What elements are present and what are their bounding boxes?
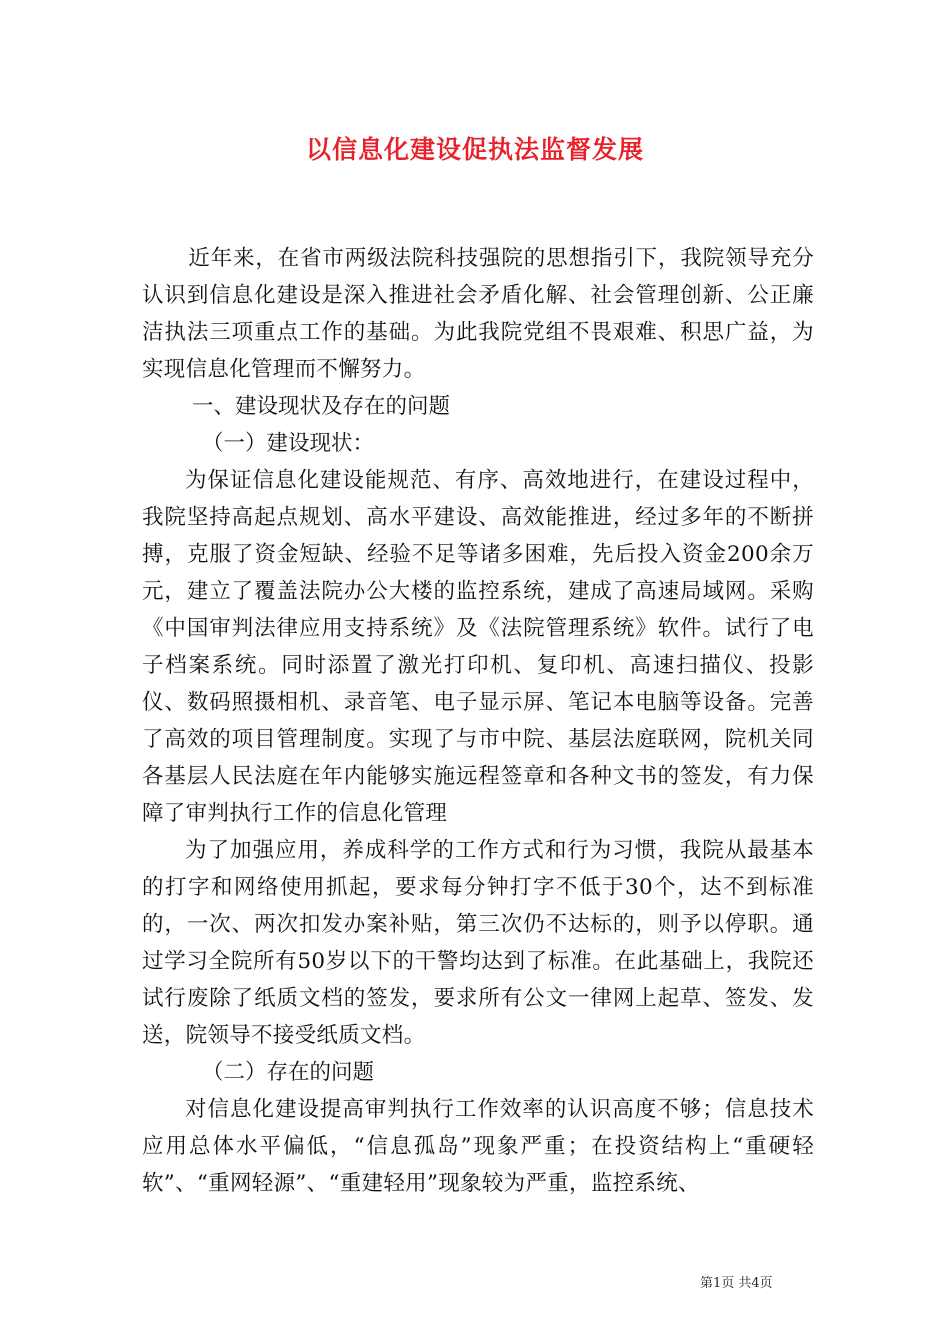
subsection-heading-status: （一）建设现状： [202, 431, 375, 456]
status-paragraph-2: 为了加强应用，养成科学的工作方式和行为习惯，我院从最基本的打字和网络使用抓起，要求每分钟打字不低于30个，达不到标准的，一次、两次扣发办案补贴，第三次仍不达标的，则予以停职。通过学习全院所有50岁以下的干警均达到了标准。在此基础上，我院还试行废除了纸质文档的签发，要求所有公文一律网上起草、签发、发送，院领导不接受纸质文档。 [142, 838, 814, 1048]
intro-paragraph: 近年来，在省市两级法院科技强院的思想指引下，我院领导充分认识到信息化建设是深入推进社会矛盾化解、社会管理创新、公正廉洁执法三项重点工作的基础。为此我院党组不畏艰难、积思广益，为实现信息化管理而不懈努力。 [142, 246, 814, 382]
status-paragraph-1: 为保证信息化建设能规范、有序、高效地进行，在建设过程中，我院坚持高起点规划、高水平建设、高效能推进，经过多年的不断拼搏，克服了资金短缺、经验不足等诸多困难，先后投入资金200余万元，建立了覆盖法院办公大楼的监控系统，建成了高速局域网。采购《中国审判法律应用支持系统》及《法院管理系统》软件。试行了电子档案系统。同时添置了激光打印机、复印机、高速扫描仪、投影仪、数码照摄相机、录音笔、电子显示屏、笔记本电脑等设备。完善了高效的项目管理制度。实现了与市中院、基层法庭联网，院机关同各基层人民法庭在年内能够实施远程签章和各种文书的签发，有力保障了审判执行工作的信息化管理 [142, 468, 814, 826]
problems-paragraph: 对信息化建设提高审判执行工作效率的认识高度不够；信息技术应用总体水平偏低，“信息孤岛”现象严重；在投资结构上“重硬轻软”、“重网轻源”、“重建轻用”现象较为严重，监控系统、 [142, 1097, 814, 1196]
page-number-footer: 第1页 共4页 [700, 1276, 773, 1291]
document-body [142, 240, 814, 1202]
section-heading: 一、建设现状及存在的问题 [192, 394, 451, 419]
page-title: 以信息化建设促执法监督发展 [305, 135, 644, 164]
subsection-heading-problems: （二）存在的问题 [202, 1060, 375, 1085]
